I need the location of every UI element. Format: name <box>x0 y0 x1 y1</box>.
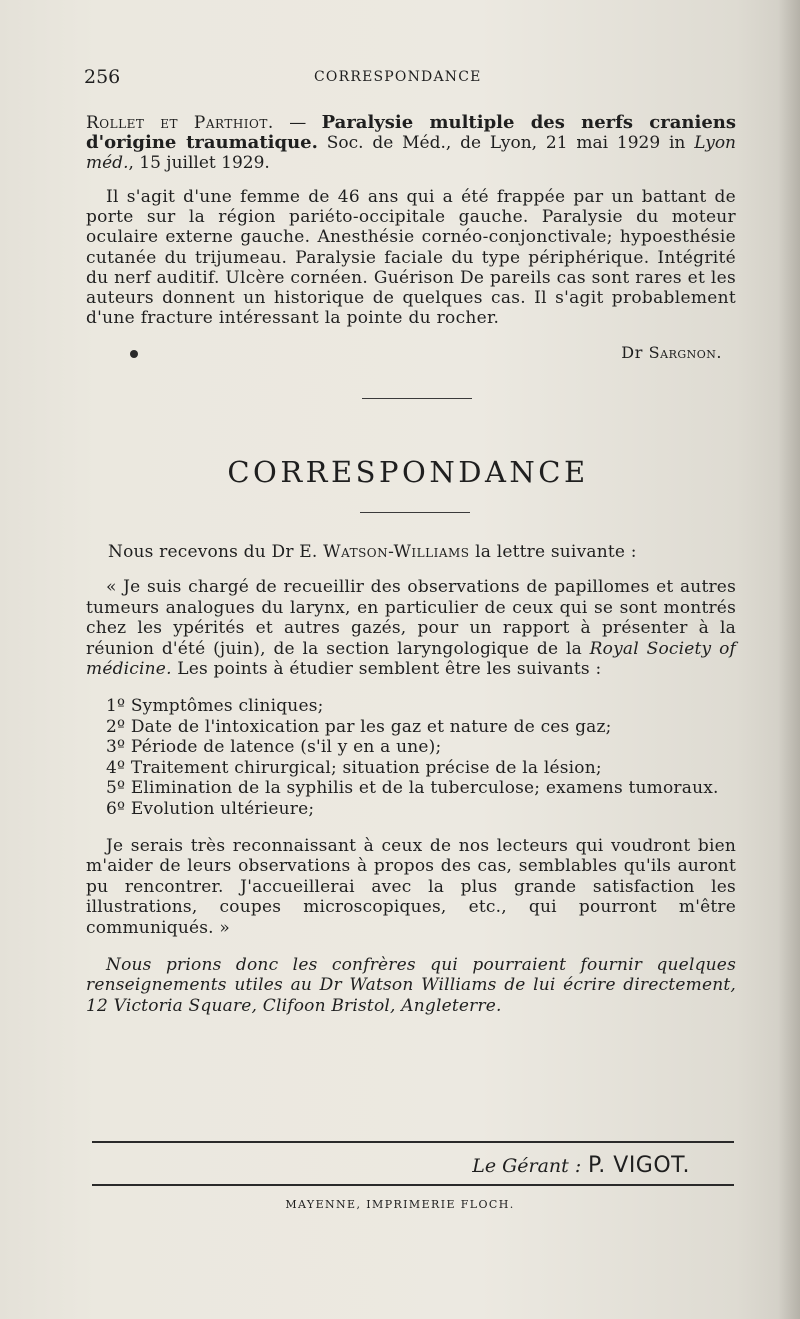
list-item: 6º Evolution ultérieure; <box>106 798 315 819</box>
divider-rule <box>360 512 470 513</box>
article-journal: Lyon méd. <box>86 133 736 173</box>
article-abstract: Il s'agit d'une femme de 46 ans qui a été frappée par un battant de porte sur la région pariéto-occipitale gauche. Paralysie du moteur oculaire externe gauche. Anesthésie cornéo-conjonctivale; hypoesthésie cutanée du trijumeau. Paralysie faciale du type périphérique. Intégrité du nerf auditif. Ulcère cornéen. Guérison De pareils cas sont rares et les auteurs donnent un historique de quelques cas. Il s'agit probablement d'une fracture intéressant la pointe du rocher. <box>86 187 736 329</box>
correspondence-letter <box>86 542 736 1016</box>
article-authors: Rollet et Parthiot. <box>86 113 274 133</box>
article-source: Soc. de Méd., de Lyon, 21 mai 1929 in <box>317 133 695 153</box>
quote-text-end: Les points à étudier semblent être les suivants : <box>171 659 602 680</box>
article-signature <box>621 343 722 362</box>
letter-closing: Je serais très reconnaissant à ceux de nos lecteurs qui voudront bien m'aider de leurs observations à propos des cas, semblables qu'ils auront pu rencontrer. J'accueillerai avec la plus grande satisfaction les illustrations, coupes microscopiques, etc., qui pourront m'être communiqués. » <box>86 835 736 938</box>
running-title: CORRESPONDANCE <box>314 69 482 85</box>
footer-rule-top <box>92 1141 734 1143</box>
list-item: 3º Période de latence (s'il y en a une); <box>106 737 442 758</box>
list-item: 4º Traitement chirurgical; situation précise de la lésion; <box>106 757 602 778</box>
page-number: 256 <box>84 66 121 88</box>
printer-imprint: MAYENNE, IMPRIMERIE FLOCH. <box>285 1198 515 1211</box>
quote-text: « Je suis chargé de recueillir des observations de papillomes et autres tumeurs analogues du larynx, en particulier de ceux qui se sont montrés chez les ypérités et autres gazés, pour un rapport à présenter à la réunion d'été (juin), de la section laryngologique de la <box>86 577 736 659</box>
letter-intro <box>86 542 736 563</box>
article-title: Paralysie multiple des nerfs craniens d'origine traumatique. <box>86 112 737 153</box>
editorial-request: Nous prions donc les confrères qui pourraient fournir quelques renseignements utiles au Dr Watson Williams de lui écrire directement, 12 Victoria Square, Clifoon Bristol, Angleterre. <box>86 954 736 1016</box>
signature-name: Sargnon. <box>648 343 722 362</box>
page-edge-shadow <box>778 0 800 1319</box>
article-reference <box>86 113 736 173</box>
letter-intro-text: Nous recevons du Dr E. <box>108 542 324 562</box>
ink-dot <box>130 350 138 358</box>
divider-rule <box>362 398 472 399</box>
letter-quote <box>86 577 736 680</box>
abstract-article <box>86 113 736 328</box>
footer-rule-bottom <box>92 1184 734 1186</box>
manager-label: Le Gérant : <box>472 1155 582 1177</box>
manager-name: P. VIGOT. <box>587 1153 690 1178</box>
list-item: 1º Symptômes cliniques; <box>106 695 324 716</box>
study-points-list <box>86 696 736 820</box>
list-item: 5º Elimination de la syphilis et de la tuberculose; examens tumoraux. <box>106 778 719 799</box>
page-header <box>84 66 734 94</box>
manager-line <box>86 1153 690 1178</box>
article-signature-row <box>86 343 736 365</box>
list-item: 2º Date de l'intoxication par les gaz et nature de ces gaz; <box>106 716 612 737</box>
article-date: , 15 juillet 1929. <box>128 153 270 173</box>
signature-prefix: Dr <box>621 343 649 362</box>
article-dash: — <box>273 113 307 133</box>
quote-society: Royal Society of médicine. <box>86 638 736 680</box>
letter-intro-end: la lettre suivante : <box>469 542 637 562</box>
section-title: CORRESPONDANCE <box>227 455 589 489</box>
letter-author-name: Watson-Williams <box>323 542 470 562</box>
